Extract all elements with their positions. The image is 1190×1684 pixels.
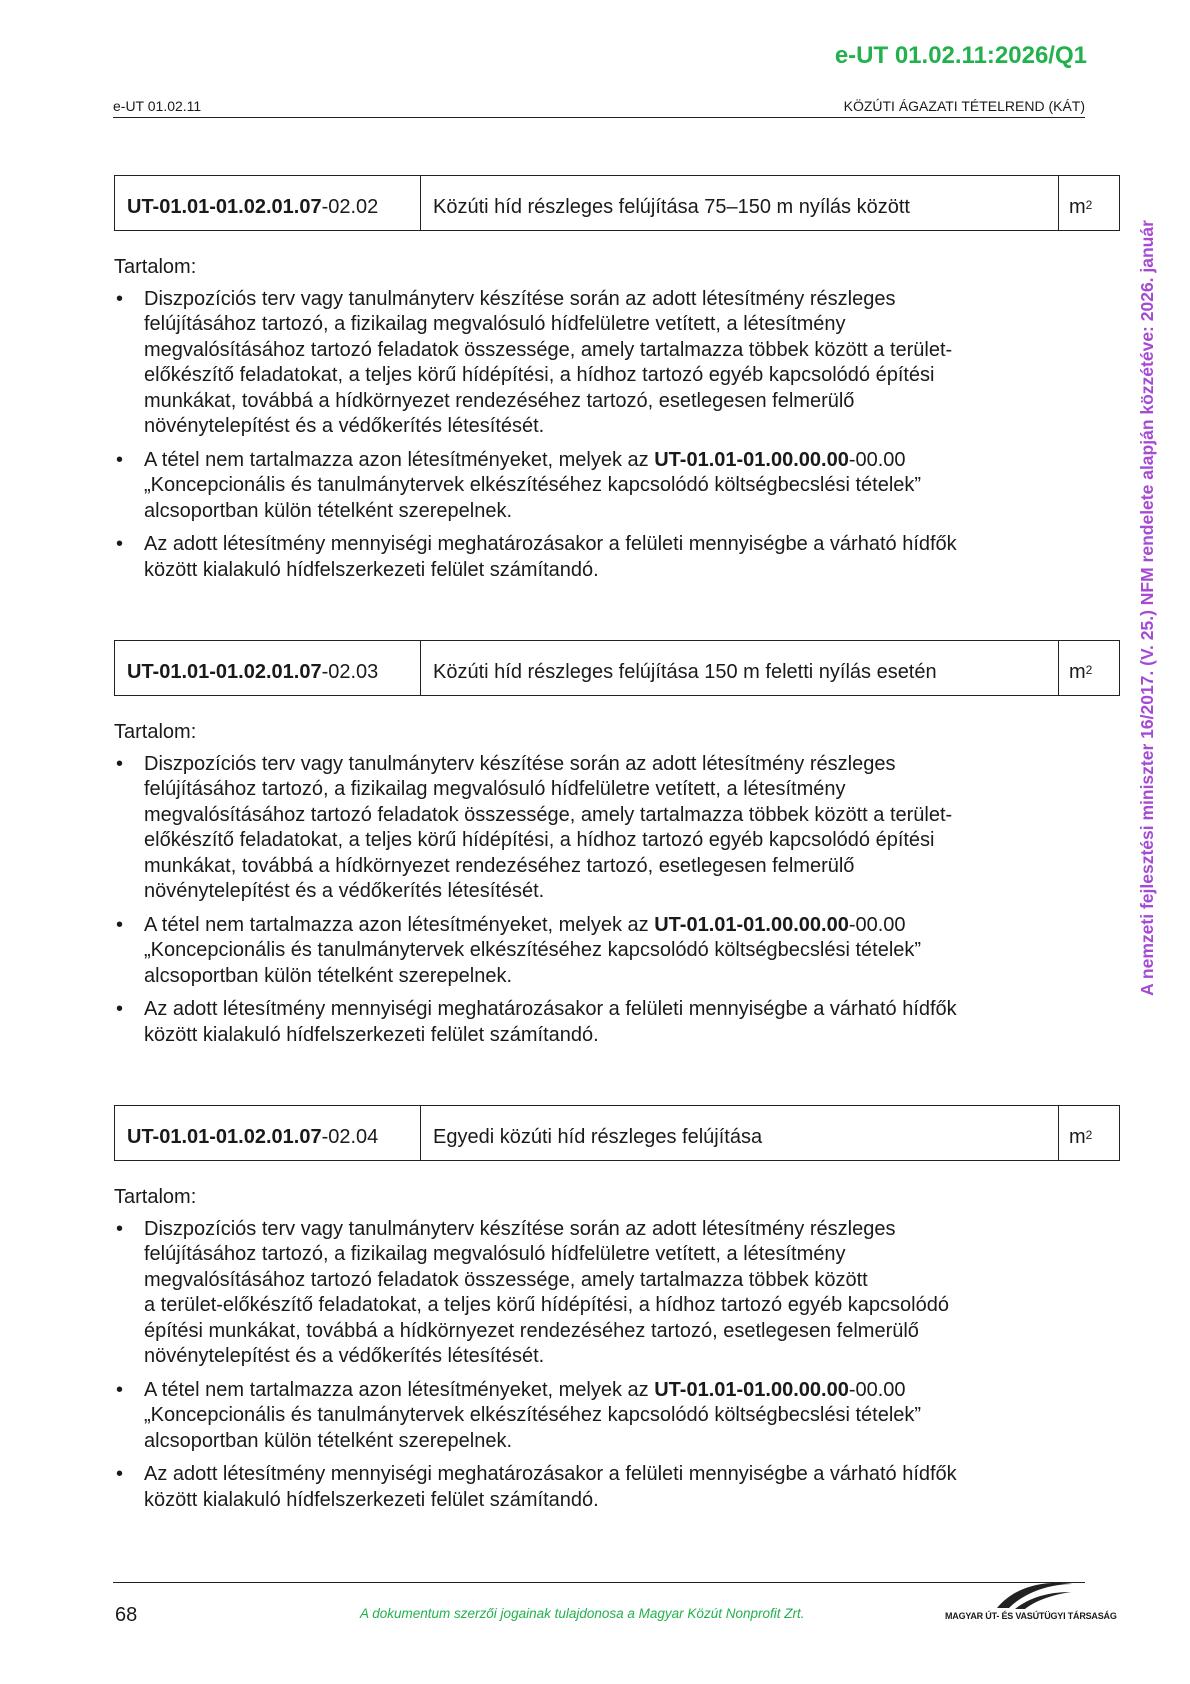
item-title: Egyedi közúti híd részleges felújítása [421,1106,1059,1160]
list-item: • Diszpozíciós terv vagy tanulmányterv készítése során az adott létesítmény részleges felújításához tartozó, a fizikailag megvalósuló hídfelületre vetített, a létesítmény megvalósításához tartozó feladatok összessége, amely tartalmazza többek között a terület- előkészítő feladatokat, a teljes körű hídépítési, a hídhoz tartozó egyéb kapcsolódó építési munkákat, továbbá a hídkörnyezet rendezéséhez tartozó, esetlegesen felmerülő növénytelepítést és a védőkerítés létesítését. [116,752,953,902]
list-item: • Az adott létesítmény mennyiségi meghatározásakor a felületi mennyiségbe a várható hídfők között kialakuló hídfelszerkezeti felület számítandó. [116,1463,957,1511]
item-content [114,255,1074,591]
bullet-icon: • [116,1378,124,1401]
document-id: e-UT 01.02.11:2026/Q1 [834,42,1087,69]
list-item: • A tétel nem tartalmazza azon létesítményeket, melyek az UT-01.01-01.00.00.00-00.00 „Koncepcionális és tanulmánytervek elkészítéséhez kapcsolódó költségbecslési tételek” alcsoportban külön tételként szerepelnek. [116,913,922,987]
item-content [114,720,1074,1056]
bullet-icon: • [116,533,124,555]
list-item: • A tétel nem tartalmazza azon létesítményeket, melyek az UT-01.01-01.00.00.00-00.00 „Koncepcionális és tanulmánytervek elkészítéséhez kapcsolódó költségbecslési tételek” alcsoportban külön tételként szerepelnek. [116,448,922,522]
list-item: • Diszpozíciós terv vagy tanulmányterv készítése során az adott létesítmény részleges felújításához tartozó, a fizikailag megvalósuló hídfelületre vetített, a létesítmény megvalósításához tartozó feladatok összessége, amely tartalmazza többek között a terület-előkészítő feladatokat, a teljes körű hídépítési, a hídhoz tartozó egyéb kapcsolódó építési munkákat, továbbá a hídkörnyezet rendezéséhez tartozó, esetlegesen felmerülő növénytelepítést és a védőkerítés létesítését. [116,1217,949,1367]
footer-divider [113,1582,1085,1583]
content-list [114,1217,1074,1514]
bullet-icon: • [116,1217,124,1240]
content-list [114,287,1074,584]
list-item: • Diszpozíciós terv vagy tanulmányterv készítése során az adott létesítmény részleges felújításához tartozó, a fizikailag megvalósuló hídfelületre vetített, a létesítmény megvalósításához tartozó feladatok összessége, amely tartalmazza többek között a terület- előkészítő feladatokat, a teljes körű hídépítési, a hídhoz tartozó egyéb kapcsolódó építési munkákat, továbbá a hídkörnyezet rendezéséhez tartozó, esetlegesen felmerülő növénytelepítést és a védőkerítés létesítését. [116,287,953,437]
item-unit: m $^2$ [1069,660,1093,683]
society-logo [945,1578,1117,1628]
content-label: Tartalom: [114,256,197,278]
bullet-icon: • [116,287,124,310]
swoosh-logo-icon [995,1578,1075,1612]
item-header-box [114,1105,1120,1161]
bullet-icon: • [116,913,124,936]
bullet-icon: • [116,1463,124,1485]
bullet-icon: • [116,998,124,1020]
item-content [114,1185,1074,1521]
item-header-box [114,640,1120,696]
header-right: KÖZÚTI ÁGAZATI TÉTELREND (KÁT) [843,98,1085,114]
item-unit: m $^2$ [1069,1125,1093,1148]
content-label: Tartalom: [114,1186,197,1208]
list-item: • Az adott létesítmény mennyiségi meghatározásakor a felületi mennyiségbe a várható hídfők között kialakuló hídfelszerkezeti felület számítandó. [116,533,957,581]
header-left: e-UT 01.02.11 [113,98,202,114]
page-number: 68 [115,1604,138,1626]
content-list [114,752,1074,1049]
item-code: UT-01.01-01.02.01.07 -02.02 [115,176,421,230]
item-title: Közúti híd részleges felújítása 150 m feletti nyílás esetén [421,641,1059,695]
item-header-box [114,175,1120,231]
copyright-notice: A dokumentum szerzői jogainak tulajdonosa a Magyar Közút Nonprofit Zrt. [360,1606,805,1621]
list-item: • Az adott létesítmény mennyiségi meghatározásakor a felületi mennyiségbe a várható hídfők között kialakuló hídfelszerkezeti felület számítandó. [116,998,957,1046]
item-title: Közúti híd részleges felújítása 75–150 m nyílás között [421,176,1059,230]
item-code: UT-01.01-01.02.01.07 -02.03 [115,641,421,695]
page-header [113,96,1085,118]
logo-text: MAGYAR ÚT- ÉS VASÚTÜGYI TÁRSASÁG [945,1611,1117,1621]
list-item: • A tétel nem tartalmazza azon létesítményeket, melyek az UT-01.01-01.00.00.00-00.00 „Koncepcionális és tanulmánytervek elkészítéséhez kapcsolódó költségbecslési tételek” alcsoportban külön tételként szerepelnek. [116,1378,922,1452]
item-code: UT-01.01-01.02.01.07 -02.04 [115,1106,421,1160]
side-publication-note: A nemzeti fejlesztési miniszter 16/2017. (V. 25.) NFM rendelete alapján közzétéve: 2026. január [1137,220,1157,996]
bullet-icon: • [116,752,124,775]
content-label: Tartalom: [114,721,197,743]
bullet-icon: • [116,448,124,471]
item-unit: m $^2$ [1069,195,1093,218]
